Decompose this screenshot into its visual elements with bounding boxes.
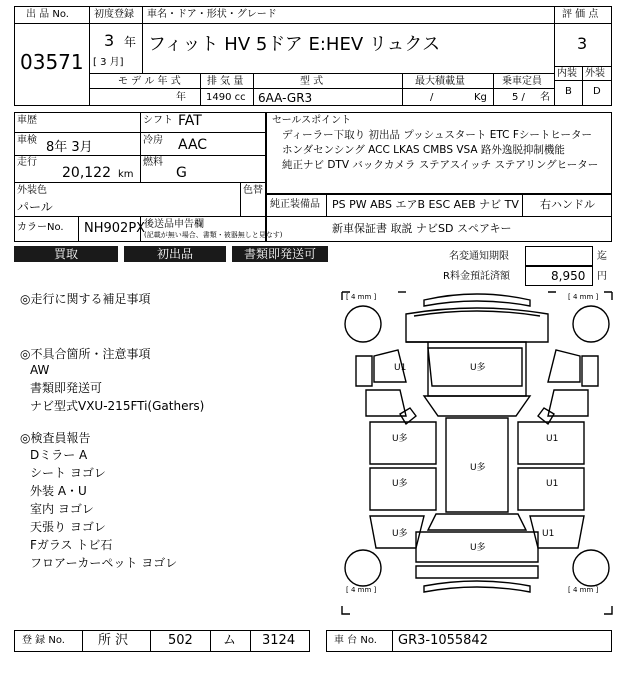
capacity-unit: 名	[540, 92, 550, 103]
inspector-item: Dミラー A	[30, 448, 88, 462]
note-section-inspector: ◎検査員報告	[20, 431, 91, 445]
shift-value: FAT	[178, 113, 202, 129]
tire-depth-rear-right: [ 4 mm ]	[568, 586, 599, 594]
capacity-label: 乗車定員	[502, 76, 542, 87]
buy-bar: 買取	[14, 246, 118, 262]
first-reg-label: 初度登録	[94, 9, 134, 20]
equipment-label: 純正装備品	[270, 199, 320, 210]
tire-depth-front-left: [ 4 mm ]	[346, 293, 377, 301]
history-label: 車歴	[17, 115, 37, 126]
inspector-item: シート ヨゴレ	[30, 466, 106, 480]
manual-label: 後送品申告欄	[144, 219, 204, 230]
type-value: 6AA-GR3	[258, 91, 313, 105]
color-no-value: NH902PX	[84, 221, 146, 236]
max-load-unit: Kg	[474, 92, 487, 103]
damage-mark: U多	[470, 463, 486, 473]
note-section-mileage: ◎走行に関する補足事項	[20, 292, 151, 306]
aircon-label: 冷房	[143, 135, 163, 146]
registration-number: 3124	[262, 633, 296, 648]
score-label: 評 価 点	[562, 9, 599, 20]
chassis-number: GR3-1055842	[398, 633, 488, 648]
max-load-label: 最大積載量	[415, 76, 465, 87]
note-defect-item: 書類即発送可	[30, 381, 103, 395]
registration-label: 登 録 No.	[22, 635, 65, 646]
color-change-label: 色替	[243, 185, 263, 196]
notice-label: 名変通知期限	[449, 251, 509, 262]
inspector-item: フロアーカーペット ヨゴレ	[30, 556, 178, 570]
tire-depth-rear-left: [ 4 mm ]	[346, 586, 377, 594]
ext-color-value: パール	[17, 200, 53, 214]
car-condition-diagram	[336, 286, 618, 620]
registration-kana: ム	[223, 633, 237, 648]
exterior-grade: D	[593, 86, 601, 97]
inspector-item: 室内 ヨゴレ	[30, 502, 94, 516]
sales-point-line1: ディーラー下取り 初出品 プッシュスタート ETC Fシートヒーター	[282, 129, 592, 141]
sales-point-line3: 純正ナビ DTV バックカメラ ステアスイッチ ステアリングヒーター	[282, 159, 599, 171]
reg-year-unit: 年	[124, 35, 137, 49]
warranty-value: 新車保証書 取説 ナビSD スペアキー	[332, 222, 512, 235]
sales-point-line2: ホンダセンシング ACC LKAS CMBS VSA 路外逸脱抑制機能	[282, 144, 565, 156]
reg-month: [ 3 月]	[93, 57, 124, 68]
damage-mark: U1	[542, 529, 555, 539]
manual-note: (記載が無い場合、書類・被器無しと見なす)	[144, 231, 283, 239]
r-fee-label: R料金預託済額	[443, 271, 510, 282]
score-value: 3	[577, 34, 588, 53]
score-box	[554, 6, 612, 106]
model-name-label: 車名・ドア・形状・グレード	[147, 9, 277, 20]
chassis-label: 車 台 No.	[334, 635, 377, 646]
inspector-item: 天張り ヨゴレ	[30, 520, 106, 534]
damage-mark: U多	[392, 479, 408, 489]
interior-label: 内装	[557, 68, 577, 79]
note-defect-item: ナビ型式VXU-215FTi(Gathers)	[30, 399, 205, 413]
damage-mark: U多	[392, 434, 408, 444]
docs-bar: 書類即発送可	[232, 246, 328, 262]
aircon-value: AAC	[178, 137, 208, 153]
reg-year: 3	[104, 31, 115, 50]
color-no-label: カラーNo.	[17, 222, 64, 233]
max-load-sep: /	[430, 92, 434, 103]
damage-mark: U多	[470, 543, 486, 553]
damage-mark: U1	[394, 363, 407, 373]
exterior-label: 外装	[585, 68, 605, 79]
car-name: フィット HV 5ドア E:HEV リュクス	[148, 34, 441, 55]
tire-depth-front-right: [ 4 mm ]	[568, 293, 599, 301]
sales-point-label: セールスポイント	[272, 115, 352, 126]
note-section-defects: ◎不具合箇所・注意事項	[20, 347, 151, 361]
mileage-label: 走行	[17, 157, 37, 168]
damage-mark: U多	[470, 363, 486, 373]
r-fee-unit: 円	[597, 271, 607, 282]
steering-value: 右ハンドル	[540, 198, 595, 211]
mileage-value: 20,122	[62, 165, 111, 181]
damage-mark: U1	[546, 479, 559, 489]
r-fee-value: 8,950	[551, 269, 586, 283]
equipment-value: PS PW ABS エアB ESC AEB ナビ TV	[332, 198, 519, 211]
inspector-item: 外装 A・U	[30, 484, 87, 498]
notice-box	[525, 246, 593, 266]
displacement-value: 1490 cc	[206, 92, 246, 103]
displacement-label: 排 気 量	[207, 76, 244, 87]
title-box	[89, 6, 555, 106]
model-year-label: モ デ ル 年 式	[118, 76, 181, 87]
fuel-value: G	[176, 165, 187, 181]
inspection-label: 車検	[17, 135, 37, 146]
damage-mark: U多	[392, 529, 408, 539]
lot-number: 03571	[20, 50, 84, 74]
capacity-value: 5 /	[512, 92, 525, 103]
lot-label: 出 品 No.	[26, 9, 69, 20]
registration-class: 502	[168, 633, 193, 648]
mileage-unit: km	[118, 169, 134, 180]
first-listing-bar: 初出品	[124, 246, 226, 262]
shift-label: シフト	[143, 115, 173, 126]
type-label: 型 式	[300, 76, 324, 87]
notice-unit: 迄	[597, 251, 607, 262]
model-year-unit: 年	[176, 92, 186, 103]
inspector-item: Fガラス トビ石	[30, 538, 113, 552]
ext-color-label: 外装色	[17, 185, 47, 196]
registration-area: 所 沢	[98, 633, 129, 648]
note-defect-item: AW	[30, 363, 50, 377]
interior-grade: B	[565, 86, 572, 97]
fuel-label: 燃料	[143, 157, 163, 168]
damage-mark: U1	[546, 434, 559, 444]
inspection-value: 8年 3月	[46, 140, 93, 155]
